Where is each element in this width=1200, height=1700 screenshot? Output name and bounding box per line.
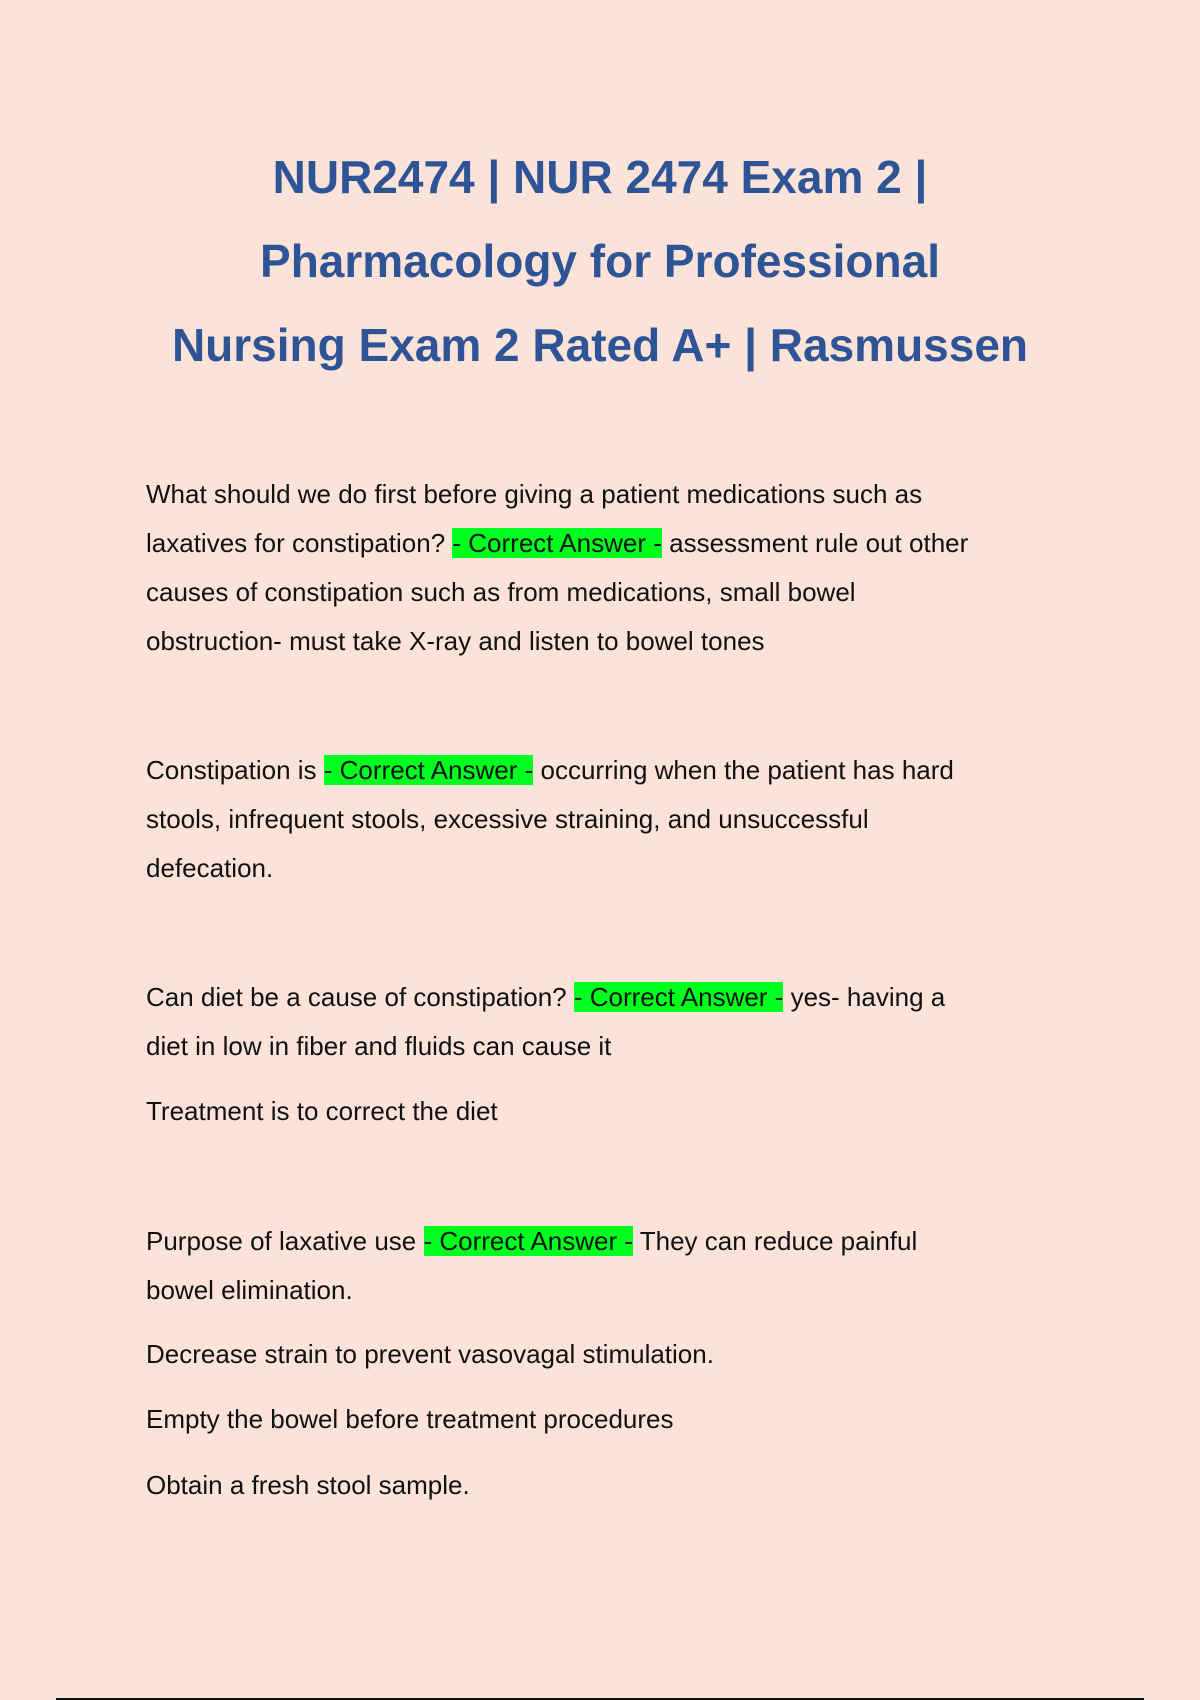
answer-text: They can reduce painful [633,1226,918,1256]
qa-paragraph [146,746,1066,893]
answer-text: bowel elimination. [146,1275,353,1305]
text-line [146,1266,1066,1315]
document-title [100,135,1100,387]
title-line: Nursing Exam 2 Rated A+ | Rasmussen [171,319,1029,371]
answer-paragraph [146,1330,1066,1379]
question-text: Constipation is [146,755,324,785]
correct-answer-highlight: - Correct Answer - [452,528,662,558]
text-line [146,973,1066,1022]
text-line [146,746,1066,795]
text-line [146,1022,1066,1071]
text-line [146,519,1066,568]
text-line [146,568,1066,617]
answer-text: Treatment is to correct the diet [146,1096,498,1126]
line-text: What should we do first before giving a patient medications such as [146,479,923,509]
text-line [146,844,1066,893]
title-line: NUR2474 | NUR 2474 Exam 2 | [272,151,928,203]
correct-answer-highlight: - Correct Answer - [423,1226,633,1256]
correct-answer-highlight: - Correct Answer - [573,982,784,1012]
line-text: laxatives for constipation? [146,528,453,558]
text-line [146,1330,1066,1379]
answer-paragraph [146,1395,1066,1444]
text-line [146,1461,1066,1510]
text-line [146,1087,1066,1136]
answer-text: causes of constipation such as from medications, small bowel [146,577,856,607]
answer-text: stools, infrequent stools, excessive straining, and unsuccessful [146,804,869,834]
title-line: Pharmacology for Professional [260,235,940,287]
answer-text: Obtain a fresh stool sample. [146,1470,470,1500]
answer-text: obstruction- must take X-ray and listen to bowel tones [146,626,765,656]
answer-paragraph [146,1461,1066,1510]
answer-text: yes- having a [783,982,946,1012]
qa-paragraph [146,1217,1066,1315]
correct-answer-highlight: - Correct Answer - [323,755,534,785]
answer-text: Decrease strain to prevent vasovagal stimulation. [146,1339,714,1369]
answer-text: occurring when the patient has hard [533,755,954,785]
answer-paragraph [146,1087,1066,1136]
answer-text: defecation. [146,853,274,883]
text-line [146,795,1066,844]
answer-text: diet in low in fiber and fluids can cause it [146,1031,612,1061]
text-line [146,617,1066,666]
qa-paragraph [146,470,1066,666]
question-text: Purpose of laxative use [146,1226,424,1256]
text-line [146,1217,1066,1266]
text-line [146,470,1066,519]
question-text: Can diet be a cause of constipation? [146,982,574,1012]
qa-paragraph [146,973,1066,1071]
text-line [146,1395,1066,1444]
answer-text: assessment rule out other [661,528,969,558]
answer-text: Empty the bowel before treatment procedures [146,1404,674,1434]
